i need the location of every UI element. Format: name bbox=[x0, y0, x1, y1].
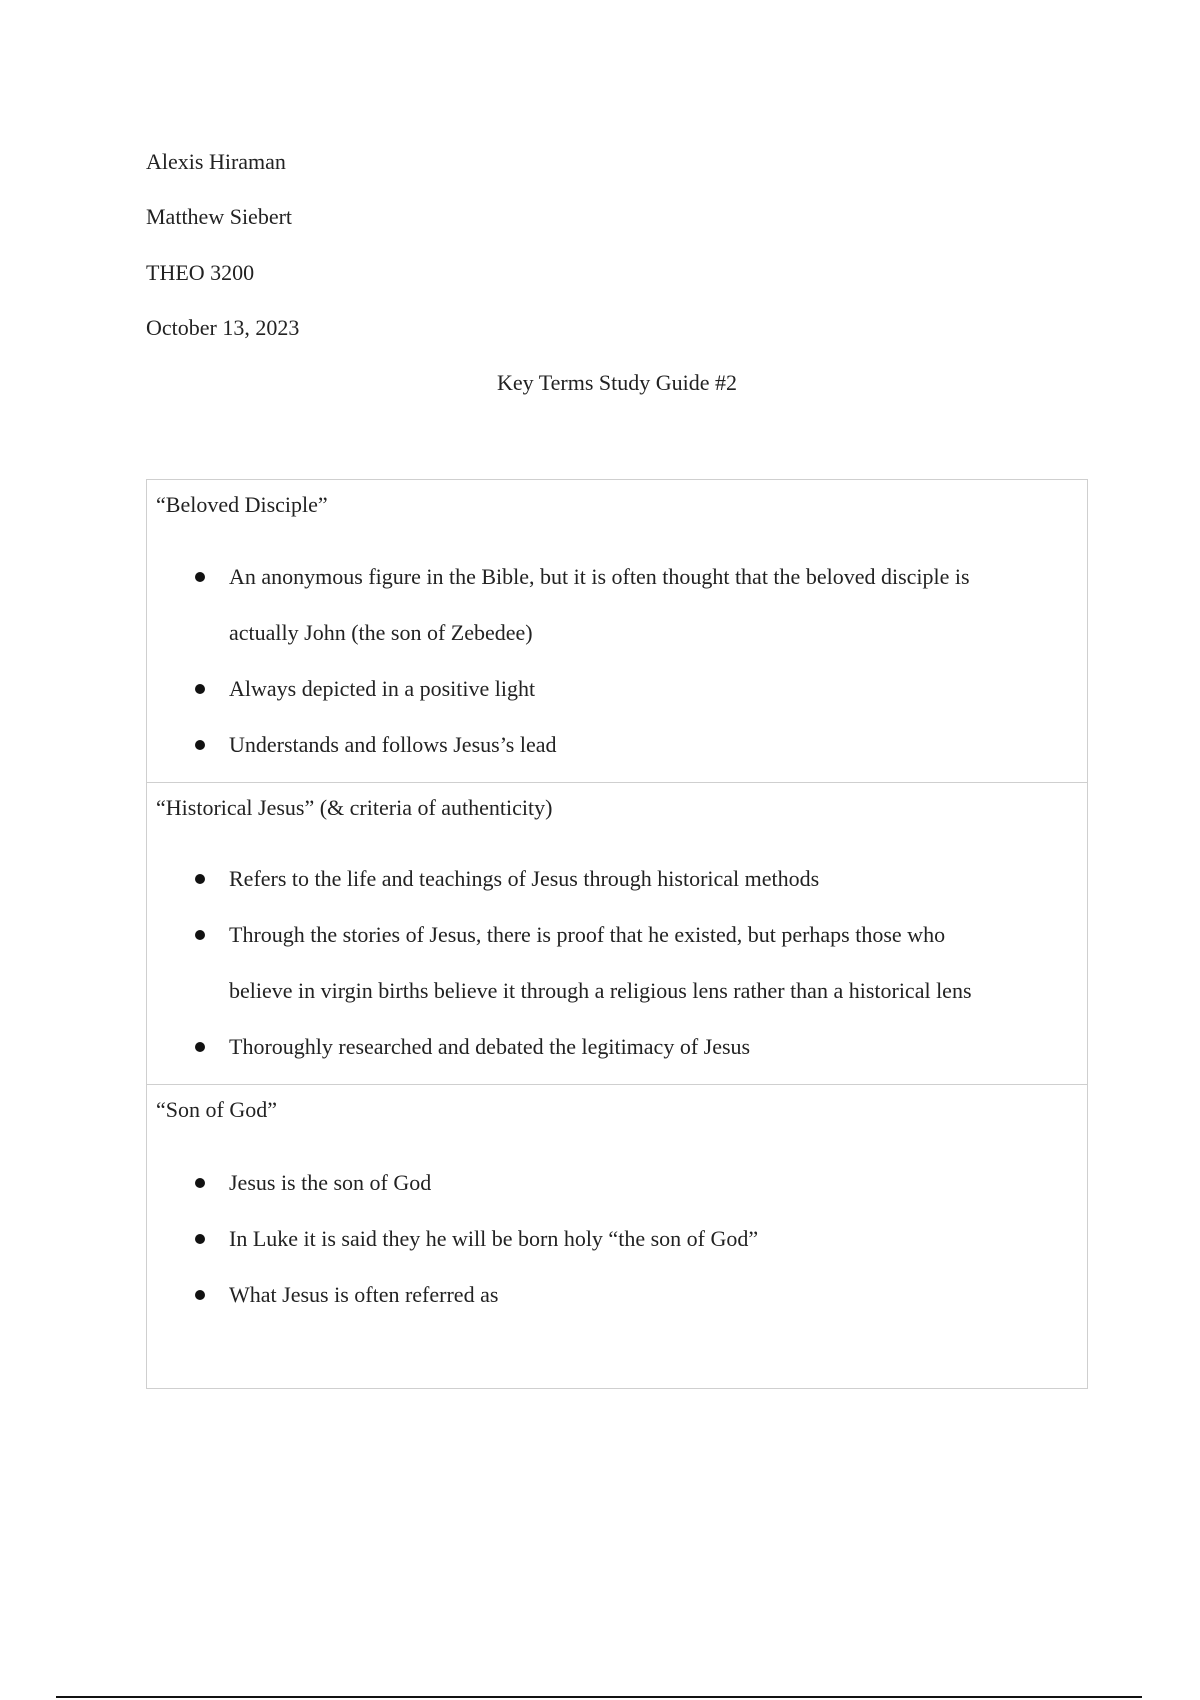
bullet-icon bbox=[195, 1234, 205, 1244]
key-terms-table bbox=[146, 479, 1088, 1389]
list-item bbox=[147, 661, 989, 717]
bullet-text-line: actually John (the son of Zebedee) bbox=[229, 620, 533, 645]
student-name: Alexis Hiraman bbox=[146, 149, 286, 174]
bullet-icon bbox=[195, 1042, 205, 1052]
list-item bbox=[147, 717, 989, 773]
instructor-name: Matthew Siebert bbox=[146, 204, 293, 229]
bullet-text-line: An anonymous figure in the Bible, but it is often thought that the beloved disciple is bbox=[229, 564, 970, 589]
list-item bbox=[147, 1211, 989, 1267]
bullet-text-line: Understands and follows Jesus’s lead bbox=[229, 732, 557, 757]
document-date: October 13, 2023 bbox=[146, 315, 300, 340]
list-item bbox=[147, 851, 989, 907]
bullet-text-line: Jesus is the son of God bbox=[229, 1170, 432, 1195]
bullet-list bbox=[147, 1155, 989, 1323]
term-title: “Son of God” bbox=[156, 1097, 277, 1122]
list-item bbox=[147, 549, 989, 661]
list-item bbox=[147, 1019, 989, 1075]
term-cell-historical-jesus bbox=[147, 783, 1087, 1085]
list-item bbox=[147, 1267, 989, 1323]
bullet-icon bbox=[195, 930, 205, 940]
course-code: THEO 3200 bbox=[146, 260, 255, 285]
bullet-text-line: Refers to the life and teachings of Jesus through historical methods bbox=[229, 866, 820, 891]
bullet-list bbox=[147, 851, 989, 1075]
bullet-icon bbox=[195, 684, 205, 694]
page-title: Key Terms Study Guide #2 bbox=[496, 370, 738, 395]
bullet-icon bbox=[195, 740, 205, 750]
list-item bbox=[147, 907, 989, 1019]
list-item bbox=[147, 1155, 989, 1211]
bullet-text-line: Always depicted in a positive light bbox=[229, 676, 536, 701]
bullet-text-line: What Jesus is often referred as bbox=[229, 1282, 499, 1307]
bullet-text-line: Through the stories of Jesus, there is proof that he existed, but perhaps those who bbox=[229, 922, 946, 947]
term-title: “Historical Jesus” (& criteria of authenticity) bbox=[156, 795, 553, 820]
bullet-list bbox=[147, 549, 989, 773]
bullet-text-line: Thoroughly researched and debated the legitimacy of Jesus bbox=[229, 1034, 751, 1059]
term-cell-beloved-disciple bbox=[147, 480, 1087, 783]
footer-divider bbox=[56, 1696, 1142, 1698]
bullet-text-line: believe in virgin births believe it through a religious lens rather than a historical lens bbox=[229, 978, 972, 1003]
term-cell-son-of-god bbox=[147, 1085, 1087, 1388]
bullet-icon bbox=[195, 572, 205, 582]
bullet-icon bbox=[195, 874, 205, 884]
bullet-icon bbox=[195, 1290, 205, 1300]
bullet-text-line: In Luke it is said they he will be born holy “the son of God” bbox=[229, 1226, 759, 1251]
bullet-icon bbox=[195, 1178, 205, 1188]
term-title: “Beloved Disciple” bbox=[156, 492, 328, 517]
